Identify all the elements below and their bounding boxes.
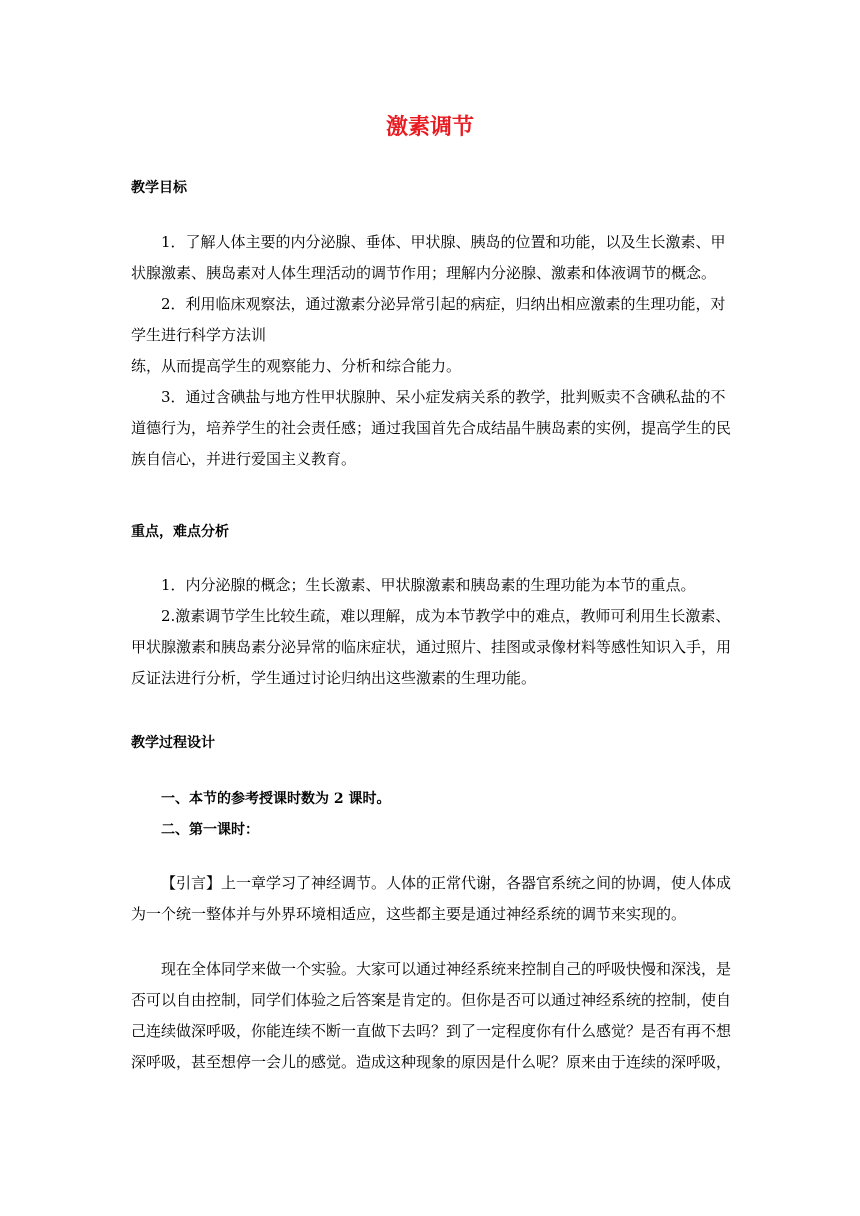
objectives-paragraph (131, 227, 731, 475)
section-heading-process: 教学过程设计 (131, 735, 215, 751)
text-line: 深呼吸，甚至想停一会儿的感觉。造成这种现象的原因是什么呢？原来由于连续的深呼吸， (131, 1053, 732, 1071)
section-heading-key-points: 重点，难点分析 (131, 524, 229, 540)
document-title: 激素调节 (385, 114, 474, 140)
intro-paragraph (131, 868, 731, 930)
text-line: 族自信心，并进行爱国主义教育。 (131, 450, 357, 468)
text-line: 为一个统一整体并与外界环境相适应，这些都主要是通过神经系统的调节来实现的。 (131, 905, 687, 923)
text-line: 反证法进行分析，学生通过讨论归纳出这些激素的生理功能。 (131, 669, 537, 687)
text-line: 3．通过含碘盐与地方性甲状腺肿、呆小症发病关系的教学，批判贩卖不含碘私盐的不 (161, 388, 726, 406)
text-line: 【引言】上一章学习了神经调节。人体的正常代谢，各器官系统之间的协调，使人体成 (161, 874, 732, 892)
text-line: 学生进行科学方法训 (131, 326, 267, 344)
text-line: 状腺激素、胰岛素对人体生理活动的调节作用；理解内分泌腺、激素和体液调节的概念。 (131, 264, 717, 282)
experiment-paragraph (131, 954, 731, 1078)
key-points-paragraph (131, 570, 731, 694)
text-line: 练，从而提高学生的观察能力、分析和综合能力。 (131, 357, 462, 375)
text-line: 道德行为，培养学生的社会责任感；通过我国首先合成结晶牛胰岛素的实例，提高学生的民 (131, 419, 732, 437)
process-item: 二、第一课时： (161, 822, 259, 838)
text-line: 2．利用临床观察法，通过激素分泌异常引起的病症，归纳出相应激素的生理功能，对 (161, 295, 726, 313)
text-line: 2.激素调节学生比较生疏，难以理解，成为本节教学中的难点，教师可利用生长激素、 (161, 607, 731, 625)
section-heading-objectives: 教学目标 (131, 180, 187, 196)
process-item: 一、本节的参考授课时数为 2 课时。 (161, 791, 391, 807)
text-line: 己连续做深呼吸，你能连续不断一直做下去吗？到了一定程度你有什么感觉？是否有再不想 (131, 1022, 732, 1040)
text-line: 甲状腺激素和胰岛素分泌异常的临床症状，通过照片、挂图或录像材料等感性知识入手，用 (131, 638, 732, 656)
text-line: 现在全体同学来做一个实验。大家可以通过神经系统来控制自己的呼吸快慢和深浅，是 (161, 960, 732, 978)
process-items (131, 784, 731, 846)
text-line: 1．内分泌腺的概念；生长激素、甲状腺激素和胰岛素的生理功能为本节的重点。 (161, 576, 696, 594)
text-line: 1．了解人体主要的内分泌腺、垂体、甲状腺、胰岛的位置和功能，以及生长激素、甲 (161, 233, 726, 251)
text-line: 否可以自由控制，同学们体验之后答案是肯定的。但你是否可以通过神经系统的控制，使自 (131, 991, 732, 1009)
